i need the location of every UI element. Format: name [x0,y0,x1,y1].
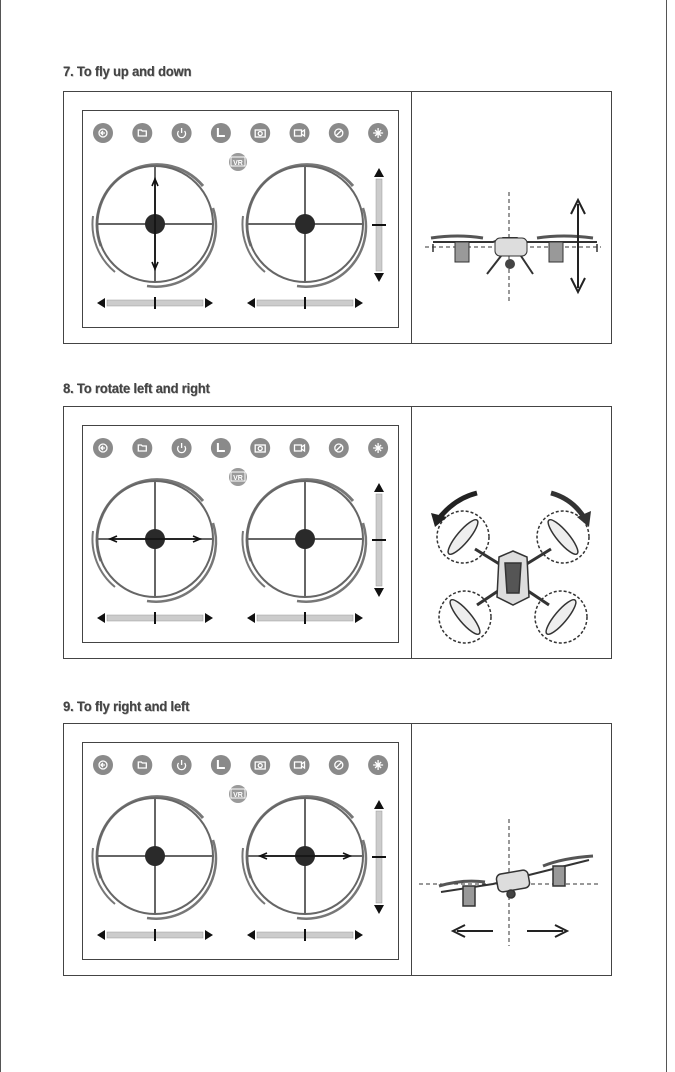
left-joystick [92,797,216,919]
vr-label: VR [233,792,243,799]
controller-panel [82,425,399,643]
power-icon[interactable] [172,438,192,458]
vr-button[interactable] [229,468,247,486]
left-horizontal-trim [97,612,213,624]
right-horizontal-trim [247,612,363,624]
left-horizontal-trim [97,929,213,941]
throttle-trim[interactable] [372,483,386,597]
right-joystick [242,165,366,287]
camera-icon[interactable] [250,755,270,775]
section-9 [63,723,612,976]
back-icon[interactable] [93,438,113,458]
right-horizontal-trim [247,929,363,941]
left-joystick [92,480,216,602]
section-divider [411,407,412,658]
illustration-left-right [413,724,611,975]
drone-top-view-drawing [437,511,589,643]
rotate-arrows [431,493,591,527]
back-icon[interactable] [93,123,113,143]
video-icon[interactable] [290,755,310,775]
section-7 [63,91,612,344]
folder-icon[interactable] [132,123,152,143]
section-8 [63,406,612,659]
right-horizontal-trim [247,297,363,309]
illustration-rotate [413,407,611,658]
video-icon[interactable] [290,123,310,143]
controller-panel [82,110,399,328]
right-joystick [242,797,366,919]
camera-icon[interactable] [250,438,270,458]
up-down-arrow [571,200,585,292]
calibrate-icon[interactable] [368,438,388,458]
gyro-icon[interactable] [329,755,349,775]
joystick-knob [145,846,165,866]
left-horizontal-trim [97,297,213,309]
calibrate-icon[interactable] [368,755,388,775]
drone-tilted-side-drawing [419,819,601,946]
vr-button[interactable] [229,785,247,803]
vr-label: VR [233,475,243,482]
throttle-trim[interactable] [372,800,386,914]
joystick-knob [295,529,315,549]
gyro-icon[interactable] [329,438,349,458]
back-icon[interactable] [93,755,113,775]
folder-icon[interactable] [132,438,152,458]
video-icon[interactable] [290,438,310,458]
section-heading-9: 9. To fly right and left [63,698,190,714]
angle-icon[interactable] [211,438,231,458]
vr-label: VR [233,160,243,167]
section-divider [411,724,412,975]
left-right-arrows [453,925,567,937]
joystick-knob [295,214,315,234]
section-heading-7: 7. To fly up and down [63,63,192,79]
camera-icon[interactable] [250,123,270,143]
vr-button[interactable] [229,153,247,171]
right-joystick [242,480,366,602]
power-icon[interactable] [172,123,192,143]
angle-icon[interactable] [211,755,231,775]
calibrate-icon[interactable] [368,123,388,143]
illustration-up-down [413,92,611,343]
folder-icon[interactable] [132,755,152,775]
angle-icon[interactable] [211,123,231,143]
controller-panel [82,742,399,960]
left-joystick [92,165,216,287]
section-heading-8: 8. To rotate left and right [63,380,210,396]
section-divider [411,92,412,343]
power-icon[interactable] [172,755,192,775]
gyro-icon[interactable] [329,123,349,143]
throttle-trim[interactable] [372,168,386,282]
